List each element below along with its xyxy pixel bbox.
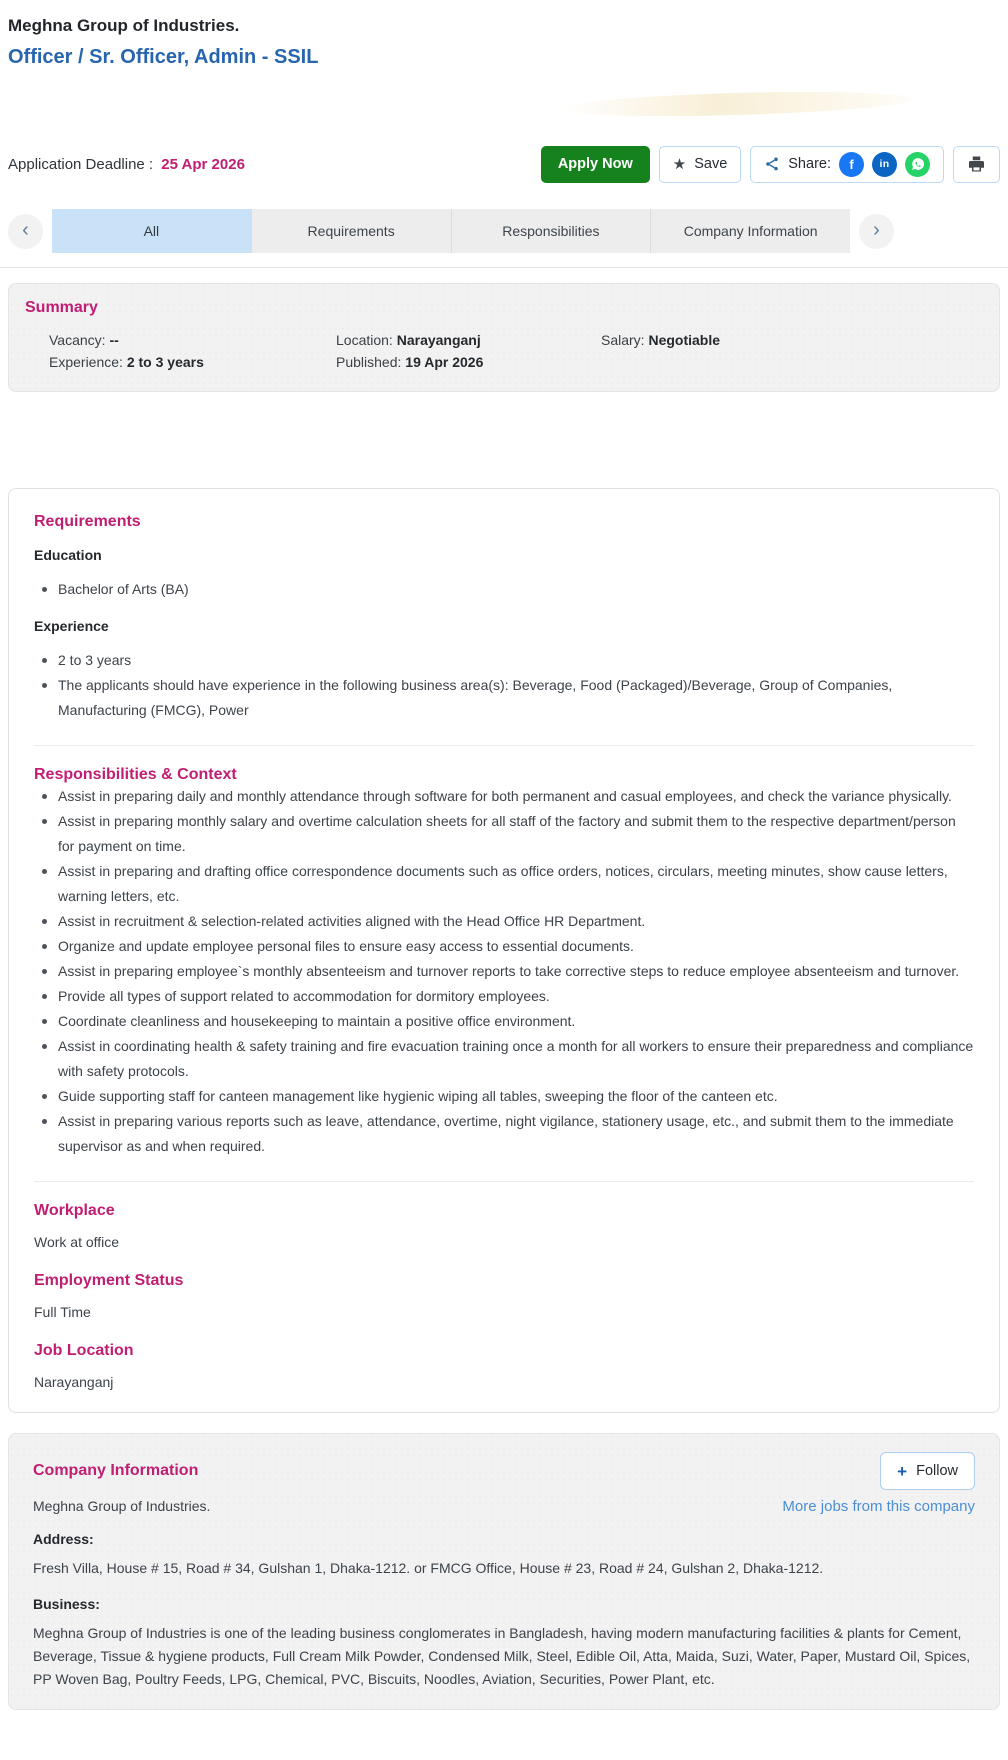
tabs-scroll-right-button[interactable] <box>859 214 894 249</box>
responsibility-item: Assist in preparing employee`s monthly absenteeism and turnover reports to take corrective steps to reduce employee absenteeism and turnover. <box>34 959 974 984</box>
summary-field-label: Vacancy: <box>49 332 106 348</box>
company-information-card <box>8 1433 1000 1710</box>
share-label: Share: <box>788 156 831 172</box>
company-name-row <box>33 1498 975 1515</box>
responsibility-item: Assist in recruitment & selection-related activities aligned with the Head Office HR Department. <box>34 909 974 934</box>
summary-field <box>336 351 601 373</box>
detail-section <box>34 1342 974 1392</box>
tab-item[interactable]: All <box>52 209 252 253</box>
section-divider <box>34 745 974 746</box>
detail-section <box>34 1272 974 1322</box>
tabs-scroll-left-button[interactable] <box>8 214 43 249</box>
experience-label: Experience <box>34 618 109 634</box>
tabs-divider <box>0 267 1008 268</box>
education-list <box>34 577 974 602</box>
summary-field-value: -- <box>109 332 119 348</box>
chevron-left-icon: ‹ <box>22 218 29 241</box>
detail-section <box>34 1202 974 1252</box>
save-button[interactable] <box>659 146 742 183</box>
responsibility-item: Guide supporting staff for canteen management like hygienic wiping all tables, sweeping the floor of the canteen etc. <box>34 1084 974 1109</box>
deadline-label: Application Deadline : <box>8 155 154 173</box>
address-text: Fresh Villa, House # 15, Road # 34, Gulshan 1, Dhaka-1212. or FMCG Office, House # 23, Road # 24, Gulshan 2, Dhaka-1212. <box>33 1560 824 1576</box>
detail-sections <box>34 1202 974 1392</box>
summary-grid <box>25 317 983 373</box>
summary-field <box>601 329 983 351</box>
action-buttons <box>541 146 1000 183</box>
company-header-row <box>33 1452 975 1490</box>
banner-area <box>8 69 1000 145</box>
save-button-label: Save <box>694 156 728 172</box>
detail-section-title: Job Location <box>34 1342 134 1359</box>
plus-icon: + <box>897 1461 908 1481</box>
summary-card <box>8 283 1000 392</box>
experience-list <box>34 648 974 723</box>
summary-field-label: Salary: <box>601 332 645 348</box>
detail-section-title: Employment Status <box>34 1272 184 1289</box>
chevron-right-icon: › <box>873 218 880 241</box>
business-label: Business: <box>33 1596 100 1612</box>
summary-field-label: Experience: <box>49 354 123 370</box>
summary-field <box>336 329 601 351</box>
summary-title: Summary <box>25 299 98 316</box>
company-name: Meghna Group of Industries. <box>8 16 240 35</box>
responsibility-item: Assist in preparing various reports such as leave, attendance, overtime, night vigilance, stationery usage, etc., and submit them to the immediate supervisor as and when required. <box>34 1109 974 1159</box>
summary-field-value: Narayanganj <box>396 332 481 348</box>
print-button[interactable] <box>953 146 1000 183</box>
page-title: Officer / Sr. Officer, Admin - SSIL <box>8 46 319 68</box>
responsibility-item: Assist in coordinating health & safety training and fire evacuation training once a month for all workers to ensure their preparedness and compliance with safety protocols. <box>34 1034 974 1084</box>
responsibility-item: Coordinate cleanliness and housekeeping to maintain a positive office environment. <box>34 1009 974 1034</box>
responsibility-item: Provide all types of support related to accommodation for dormitory employees. <box>34 984 974 1009</box>
business-text: Meghna Group of Industries is one of the leading business conglomerates in Bangladesh, having modern manufacturing facilities & plants for Cement, Beverage, Tissue & hygiene products, Full Cream Milk Powder, Condensed Milk, Steel, Edible Oil, Atta, Maida, Suzi, Water, Paper, Mustard Oil, Spices, PP Woven Bag, Poultry Feeds, LPG, Chemical, PVC, Biscuits, Noodles, Aviation, Securities, Power Plant, etc. <box>33 1625 971 1687</box>
summary-field <box>49 351 336 373</box>
summary-column-3 <box>601 329 983 373</box>
summary-field <box>49 329 336 351</box>
responsibility-item: Assist in preparing daily and monthly attendance through software for both permanent and casual employees, and check the variance physically. <box>34 784 974 809</box>
printer-icon <box>967 155 986 173</box>
detail-section-value: Full Time <box>34 1304 91 1320</box>
tab-item[interactable]: Company Information <box>683 223 818 239</box>
follow-button[interactable] <box>880 1452 975 1490</box>
responsibility-item: Organize and update employee personal files to ensure easy access to essential documents. <box>34 934 974 959</box>
detail-section-value: Narayanganj <box>34 1374 114 1390</box>
banner-swoosh-decoration <box>560 88 912 120</box>
section-divider <box>34 1181 974 1182</box>
deadline-date: 25 Apr 2026 <box>161 155 245 173</box>
summary-field-label: Published: <box>336 354 402 370</box>
responsibilities-title: Responsibilities & Context <box>34 766 237 783</box>
follow-button-label: Follow <box>916 1463 958 1479</box>
education-item: Bachelor of Arts (BA) <box>34 577 974 602</box>
more-jobs-link[interactable]: More jobs from this company <box>782 1498 975 1515</box>
whatsapp-share-icon[interactable] <box>905 152 930 177</box>
summary-field-value: Negotiable <box>648 332 721 348</box>
summary-column-1 <box>49 329 336 373</box>
facebook-share-icon[interactable]: f <box>839 152 864 177</box>
responsibility-item: Assist in preparing and drafting office correspondence documents such as office orders, notices, circulars, meeting minutes, show cause letters, warning letters, etc. <box>34 859 974 909</box>
share-nodes-icon <box>764 156 780 172</box>
summary-field-value: 2 to 3 years <box>126 354 204 370</box>
tab-item[interactable]: Requirements <box>252 209 452 253</box>
education-label: Education <box>34 547 102 563</box>
application-deadline <box>8 156 245 173</box>
star-icon: ★ <box>672 155 687 173</box>
requirements-title: Requirements <box>34 513 141 530</box>
action-bar <box>8 145 1000 183</box>
experience-item: The applicants should have experience in the following business area(s): Beverage, Food (Packaged)/Beverage, Group of Companies, Manufacturing (FMCG), Power <box>34 673 974 723</box>
responsibility-item: Assist in preparing monthly salary and overtime calculation sheets for all staff of the factory and submit them to the respective department/person for payment on time. <box>34 809 974 859</box>
company-name-text: Meghna Group of Industries. <box>33 1498 211 1514</box>
address-label: Address: <box>33 1531 94 1547</box>
summary-column-2 <box>336 329 601 373</box>
job-details-card <box>8 488 1000 1413</box>
detail-section-value: Work at office <box>34 1234 120 1250</box>
section-tabs <box>8 209 1000 253</box>
tab-strip <box>52 209 850 253</box>
apply-now-button[interactable]: Apply Now <box>541 146 650 183</box>
experience-item: 2 to 3 years <box>34 648 974 673</box>
job-details-page <box>0 16 1008 1722</box>
responsibilities-list <box>34 784 974 1159</box>
summary-field-label: Location: <box>336 332 393 348</box>
company-information-title: Company Information <box>33 1462 199 1479</box>
summary-field-value: 19 Apr 2026 <box>405 354 484 370</box>
share-group <box>750 146 944 183</box>
linkedin-share-icon[interactable]: in <box>872 152 897 177</box>
tab-item[interactable]: Responsibilities <box>452 209 652 253</box>
detail-section-title: Workplace <box>34 1202 115 1219</box>
